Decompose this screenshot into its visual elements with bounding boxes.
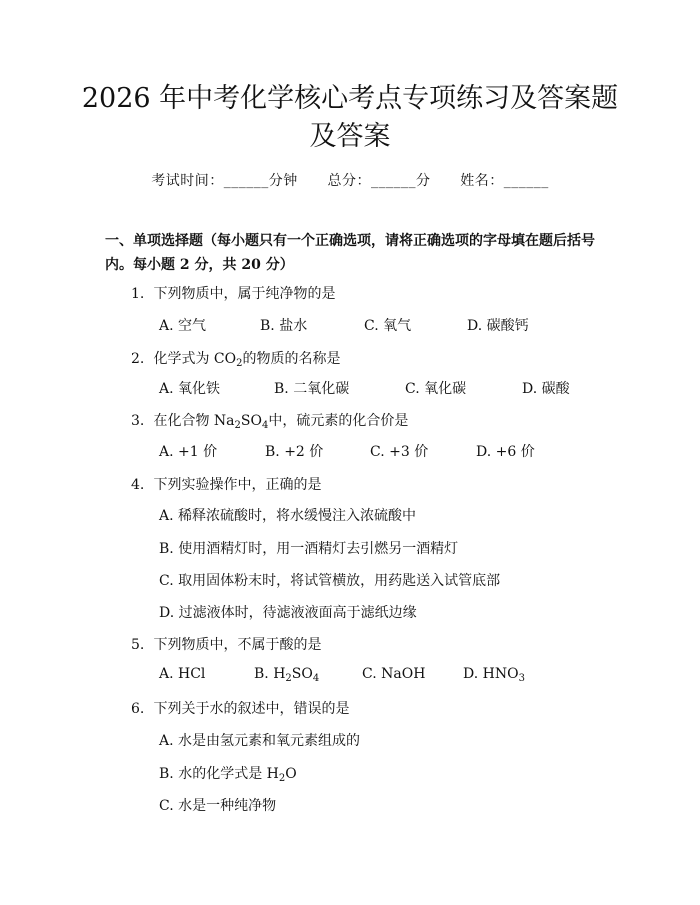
option-c: C. 氧化碳 [405,381,467,397]
option-d: D. 碳酸 [522,381,570,397]
subscript: 3 [518,673,525,684]
option-c: C. NaOH [362,666,426,682]
subscript: 2 [236,358,243,369]
option-c: C. 水是一种纯净物 [159,798,277,814]
subscript: 4 [261,420,269,431]
question-text: 下列关于水的叙述中，错误的是 [153,701,350,717]
question-5 [131,634,321,654]
question-text-pre: 在化合物 Na [153,413,235,429]
question-text: 下列实验操作中，正确的是 [153,477,322,493]
score-unit: 分 [416,173,431,189]
option-c: C. 取用固体粉末时，将试管横放，用药匙送入试管底部 [159,573,501,589]
option-d: D. 碳酸钙 [467,318,529,334]
option-b [254,666,319,682]
option-d: D. +6 价 [476,444,535,460]
option-text: O [285,766,297,782]
section-heading: 一、单项选择题（每小题只有一个正确选项，请将正确选项的字母填在题后括号内。每小题 2 分，共 20 分） [105,233,595,273]
option-a: A. 水是由氢元素和氧元素组成的 [159,733,361,749]
question-number: 6. [131,701,145,717]
option-a: A. 空气 [159,318,207,334]
option-b: B. 二氧化碳 [274,381,350,397]
page-title-continued: 及答案 [309,121,391,152]
option-a: A. +1 价 [159,444,218,460]
question-2 [131,348,340,368]
option-b [159,763,297,783]
question-number: 2. [131,351,145,367]
subscript: 2 [234,420,241,431]
question-number: 4. [131,477,145,493]
option-b: B. 盐水 [260,318,308,334]
question-1 [131,283,335,303]
option-text: B. H [254,666,286,682]
option-d: D. 过滤液体时，待滤液液面高于滤纸边缘 [159,605,417,621]
option-text: B. 水的化学式是 H [159,766,279,782]
option-text: SO [291,666,313,682]
question-text: 下列物质中，属于纯净物的是 [153,286,336,302]
score-label: 总分： [327,173,371,189]
question-text-post: 的物质的名称是 [242,351,341,367]
question-4 [131,474,321,494]
question-number: 1. [131,286,145,302]
option-text: D. HNO [463,666,519,682]
option-c: C. +3 价 [370,444,429,460]
time-blank: ______ [223,173,269,189]
question-text-pre: 化学式为 CO [153,351,237,367]
option-a: A. HCl [159,666,206,682]
option-c: C. 氧气 [364,318,412,334]
score-blank: ______ [371,173,416,189]
option-d [463,666,525,682]
question-text-post: 中，硫元素的化合价是 [268,413,409,429]
page-title: 2026 年中考化学核心考点专项练习及答案题 [81,83,619,114]
option-a: A. 稀释浓硫酸时，将水缓慢注入浓硫酸中 [159,508,417,524]
option-b: B. +2 价 [265,444,324,460]
exam-info-line [0,170,700,190]
name-label: 姓名： [460,173,504,189]
subscript: 2 [278,773,286,784]
option-b: B. 使用酒精灯时，用一酒精灯去引燃另一酒精灯 [159,541,459,557]
subscript: 2 [285,673,292,684]
question-text: 下列物质中，不属于酸的是 [153,637,322,653]
question-6 [131,698,349,718]
question-number: 3. [131,413,145,429]
question-text-mid: SO [240,413,262,429]
subscript: 4 [312,673,320,684]
time-label: 考试时间： [151,173,224,189]
question-number: 5. [131,637,145,653]
name-blank: ______ [503,173,549,189]
time-unit: 分钟 [268,173,298,189]
option-a: A. 氧化铁 [159,381,221,397]
question-3 [131,410,408,430]
